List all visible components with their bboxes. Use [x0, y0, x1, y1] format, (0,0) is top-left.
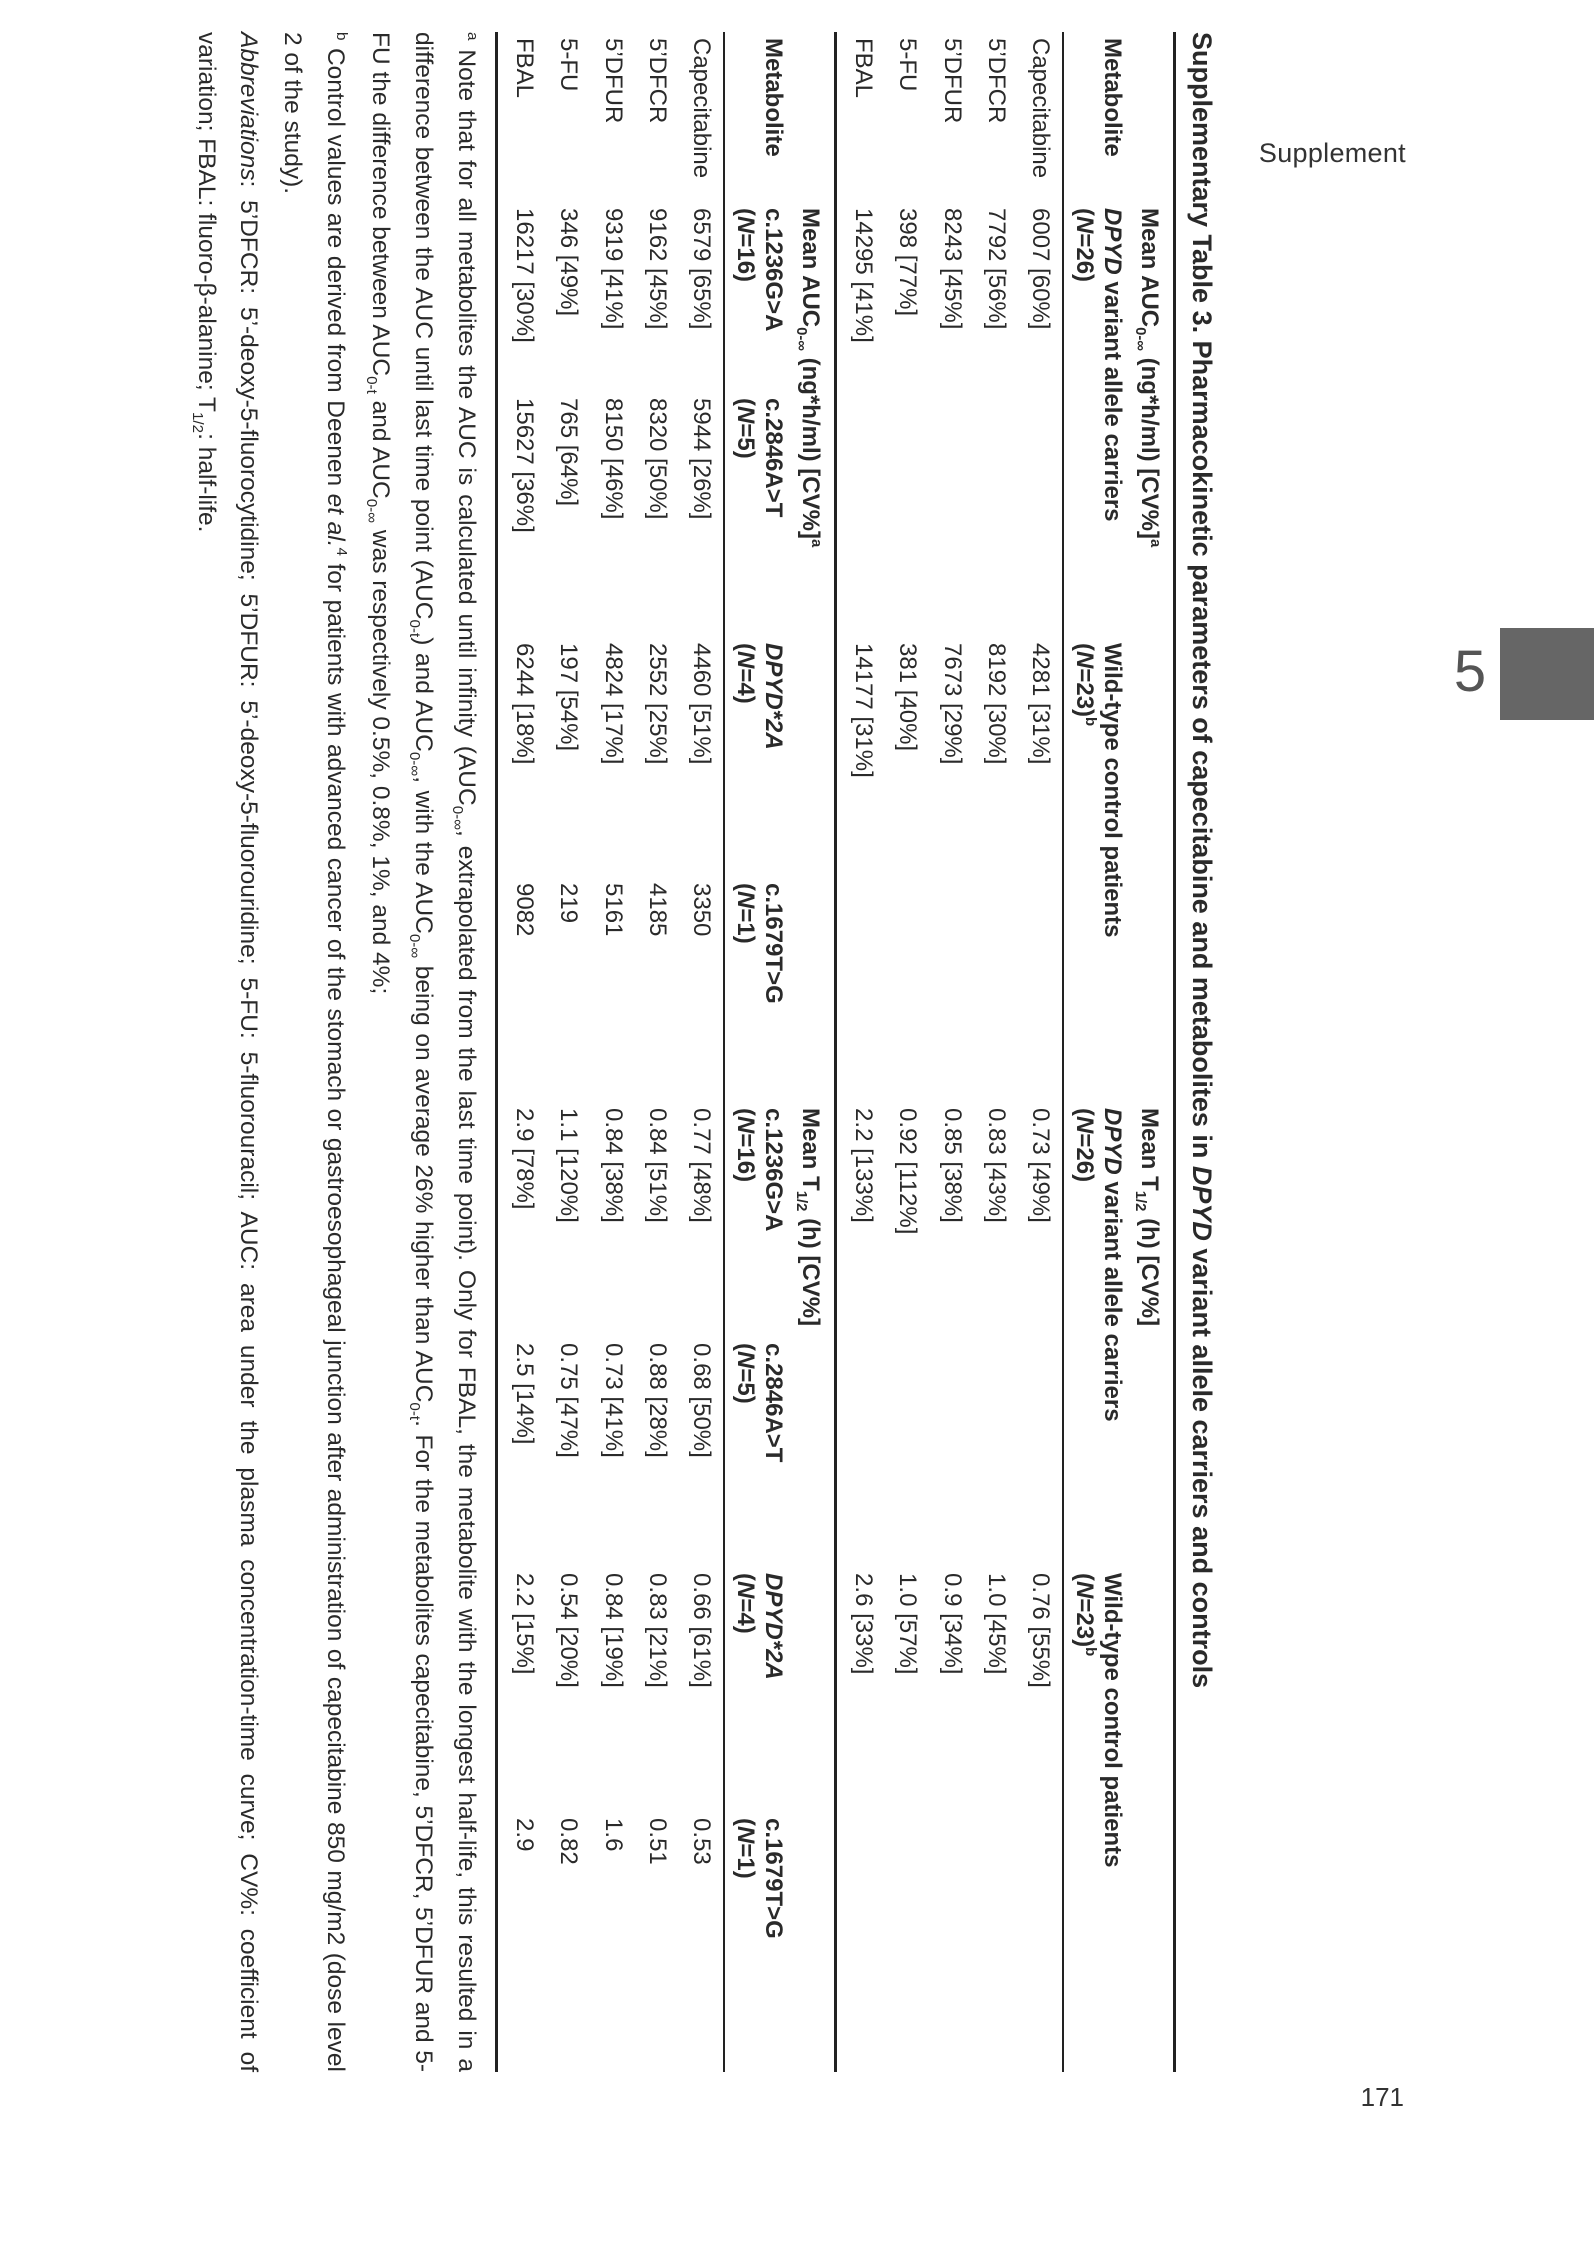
cell: 0.83 [43%]: [983, 1108, 1011, 1223]
table-row: [590, 32, 634, 2072]
cell: 8192 [30%]: [983, 643, 1011, 765]
cell: 0.85 [38%]: [938, 1108, 966, 1223]
table-row: [929, 32, 973, 2072]
cell: 0.73 [49%]: [1027, 1108, 1055, 1223]
cell: 1.6: [599, 1818, 627, 1852]
genotype-header: c.1236G>A (N=16): [724, 202, 788, 392]
row-metabolite: Capecitabine: [1027, 38, 1055, 179]
cell: 0.51: [644, 1818, 672, 1865]
genotype-header: c.2846A>T (N=5): [724, 1337, 788, 1567]
cell: 2.9 [78%]: [496, 1102, 546, 1337]
cell: 765 [64%]: [555, 398, 583, 507]
cell: 0.68 [50%]: [688, 1343, 716, 1458]
cell: 0.77 [48%]: [688, 1108, 716, 1223]
cell: 197 [54%]: [555, 643, 583, 752]
genotype-header: DPYD*2A (N=4): [724, 1567, 788, 1812]
cell: 4185: [644, 883, 672, 937]
table-footnotes: [184, 32, 486, 2072]
cell: 2.5 [14%]: [496, 1337, 546, 1567]
table-row: [974, 32, 1018, 2072]
thalf-group-header: Mean $T_{1/2}$ (h) [CV%]: [792, 1108, 824, 1327]
cell: 7673 [29%]: [938, 643, 966, 765]
cell: 1.0 [45%]: [983, 1573, 1011, 1675]
row-metabolite: 5’DFUR: [599, 38, 627, 124]
genotype-header: c.1679T>G (N=1): [724, 1812, 788, 2072]
thalf-carriers-header: DPYD variant allele carriers (N=26): [1064, 1102, 1128, 1567]
page-number: 171: [1360, 2082, 1404, 2112]
chapter-tab: [1500, 628, 1594, 720]
table-row: [635, 32, 679, 2072]
cell: 15627 [36%]: [496, 392, 546, 637]
part2-group-header: [789, 32, 835, 2072]
cell: 0.53: [688, 1818, 716, 1865]
auc-controls-header: Wild-type control patients (N=23)$^b$: [1064, 637, 1128, 1102]
cell: 0.88 [28%]: [644, 1343, 672, 1458]
table-row: [496, 32, 546, 2072]
cell: 0.73 [41%]: [599, 1343, 627, 1458]
cell: 4281 [31%]: [1027, 643, 1055, 765]
cell: 2552 [25%]: [644, 643, 672, 765]
cell: 14295 [41%]: [835, 202, 885, 637]
cell: 8243 [45%]: [938, 208, 966, 330]
table-content: [184, 32, 1220, 2072]
cell: 9082: [496, 877, 546, 1102]
metabolite-header: Metabolite: [724, 32, 788, 202]
row-metabolite: FBAL: [835, 32, 885, 202]
table-row: [835, 32, 885, 2072]
pk-table: [495, 32, 1173, 2072]
cell: 9319 [41%]: [599, 208, 627, 330]
cell: 398 [77%]: [894, 208, 922, 317]
part1-column-header: [1064, 32, 1128, 2072]
genotype-header: c.1236G>A (N=16): [724, 1102, 788, 1337]
cell: 219: [555, 883, 583, 924]
row-metabolite: 5-FU: [894, 38, 922, 92]
running-head: Supplement: [1258, 138, 1406, 168]
thalf-group-header: Mean $T_{1/2}$ (h) [CV%]: [1131, 1108, 1163, 1327]
table-title: [1173, 32, 1220, 2072]
cell: 0.84 [51%]: [644, 1108, 672, 1223]
table-row: [1018, 32, 1063, 2072]
footnote-b: $^b$ Control values are derived from Deenen et al.$^4$ for patients with advanced cancer of the stomach or gastroesophageal junction after administration of capecitabine 850 mg/m2 (dose level 2 of the study).: [279, 32, 350, 2072]
row-metabolite: 5’DFCR: [983, 38, 1011, 124]
table-title-suffix: variant allele carriers and controls: [1187, 1240, 1217, 1689]
auc-group-header: Mean $AUC_{0-\infty}$ (ng*h/ml) $[CV\%]^a$: [1131, 208, 1163, 548]
cell: 346 [49%]: [555, 208, 583, 317]
table-title-prefix: Supplementary Table 3. Pharmacokinetic parameters of capecitabine and metabolites in: [1187, 32, 1217, 1166]
auc-group-header: Mean $AUC_{0-\infty}$ (ng*h/ml) $[CV\%]^a$: [792, 208, 824, 548]
cell: 381 [40%]: [894, 643, 922, 752]
cell: 4460 [51%]: [688, 643, 716, 765]
cell: 0.84 [38%]: [599, 1108, 627, 1223]
cell: 2.6 [33%]: [835, 1567, 885, 2072]
cell: 2.2 [15%]: [496, 1567, 546, 1812]
cell: 0.54 [20%]: [555, 1573, 583, 1688]
rotated-table-block: [160, 32, 1220, 2072]
cell: 6579 [65%]: [688, 208, 716, 330]
cell: 2.9: [496, 1812, 546, 2072]
cell: 0.9 [34%]: [938, 1573, 966, 1675]
metabolite-header: Metabolite: [1064, 32, 1128, 202]
cell: 0.92 [112%]: [894, 1108, 922, 1235]
part1-group-header: [1128, 32, 1173, 2072]
cell: 8320 [50%]: [644, 398, 672, 520]
row-metabolite: 5’DFCR: [644, 38, 672, 124]
table-row: [679, 32, 724, 2072]
cell: 6244 [18%]: [496, 637, 546, 877]
cell: 4824 [17%]: [599, 643, 627, 765]
cell: 8150 [46%]: [599, 398, 627, 520]
auc-carriers-header: DPYD variant allele carriers (N=26): [1064, 202, 1128, 637]
row-metabolite: 5’DFUR: [938, 38, 966, 124]
cell: 5944 [26%]: [688, 398, 716, 520]
cell: 9162 [45%]: [644, 208, 672, 330]
cell: 5161: [599, 883, 627, 937]
table-row: [885, 32, 929, 2072]
row-metabolite: FBAL: [496, 32, 546, 202]
cell: 6007 [60%]: [1027, 208, 1055, 330]
cell: 1.1 [120%]: [555, 1108, 583, 1223]
row-metabolite: 5-FU: [555, 38, 583, 92]
chapter-number: 5: [1453, 639, 1487, 704]
cell: 0.75 [47%]: [555, 1343, 583, 1458]
cell: 0.84 [19%]: [599, 1573, 627, 1688]
table-title-gene: DPYD: [1187, 1165, 1217, 1241]
cell: 3350: [688, 883, 716, 937]
cell: 7792 [56%]: [983, 208, 1011, 330]
part2-column-header: [724, 32, 788, 2072]
cell: 0.76 [55%]: [1027, 1573, 1055, 1688]
thalf-controls-header: Wild-type control patients (N=23)$^b$: [1064, 1567, 1128, 2072]
table-row: [546, 32, 590, 2072]
cell: 0.82: [555, 1818, 583, 1865]
cell: 14177 [31%]: [835, 637, 885, 1102]
genotype-header: c.1679T>G (N=1): [724, 877, 788, 1102]
abbreviations: Abbreviations: 5’DFCR: 5’-deoxy-5-fluorocytidine; 5’DFUR: 5’-deoxy-5-fluorouridine; 5-FU: 5-fluorouracil; AUC: area under the plasma concentration-time curve; CV%: coefficient of variation; FBAL: fluoro-β-alanine; $T_{1/2}$: half-life.: [189, 32, 263, 2072]
row-metabolite: Capecitabine: [688, 38, 716, 179]
cell: 0.83 [21%]: [644, 1573, 672, 1688]
cell: 1.0 [57%]: [894, 1573, 922, 1675]
cell: 16217 [30%]: [496, 202, 546, 392]
genotype-header: c.2846A>T (N=5): [724, 392, 788, 637]
cell: 2.2 [133%]: [835, 1102, 885, 1567]
footnote-a: $^a$ Note that for all metabolites the AUC is calculated until infinity ($AUC_{0-\infty}$, extrapolated from the last time point). Only for FBAL, the metabolite with the longest half-life, this resulted in a difference between the AUC until last time point $(AUC_{0-t})$ and $AUC_{0-\infty}$, with the $AUC_{0-\infty}$ being on average 26% higher than $AUC_{0-t}$. For the metabolites capecitabine, 5’DFCR, 5’DFUR and 5-FU the difference between $AUC_{0-t}$ and $AUC_{0-\infty}$ was respectively 0.5%, 0.8%, 1%, and 4%;: [362, 32, 481, 2073]
genotype-header: DPYD*2A (N=4): [724, 637, 788, 877]
cell: 0.66 [61%]: [688, 1573, 716, 1688]
